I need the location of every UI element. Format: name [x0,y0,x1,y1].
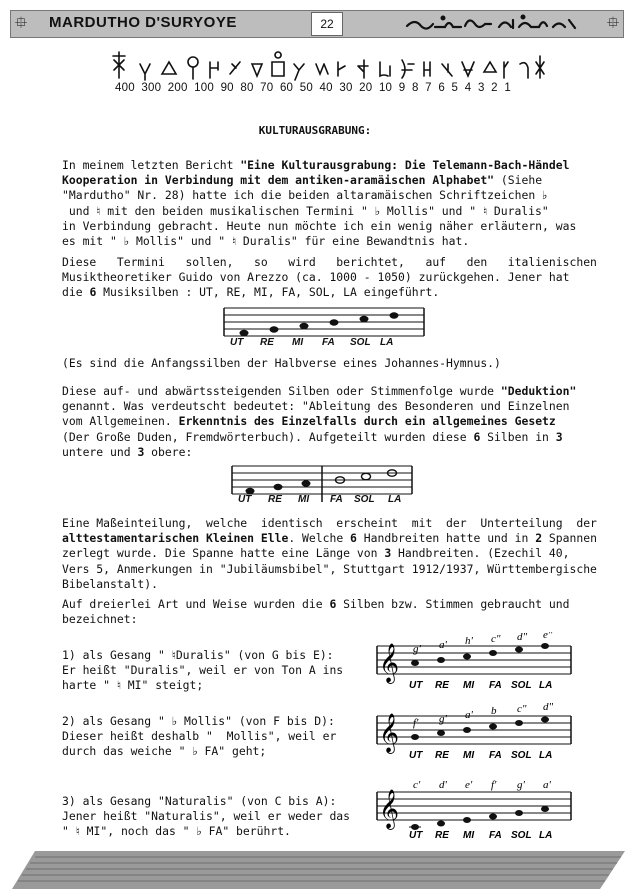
syllable: RE [435,830,449,840]
hexachord-staff [222,302,427,354]
numeral: 5 [451,82,459,94]
natural-icon: ♮ [116,678,121,693]
syllable: FA [330,494,343,505]
treble-staff-naturalis [375,778,575,844]
numeral: 9 [398,82,406,94]
syllable: UT [409,680,423,691]
syllable: FA [489,750,502,761]
syllable: UT [409,750,423,761]
syllable: SOL [511,680,532,691]
note-name: c" [517,703,527,715]
staff-graphic [375,778,575,840]
note-name: b [491,705,497,717]
note-name: d" [517,632,528,643]
syllable: LA [539,680,553,691]
footer-decoration [0,845,630,895]
syllable: UT [409,830,423,840]
ornament-right-icon: ⯐ [606,13,619,32]
flat-icon: ♭ [123,234,130,249]
section-heading: KULTURAUSGRABUNG: [258,124,372,137]
treble-clef-icon: 𝄞 [379,713,400,753]
syllable: RE [260,337,274,348]
syllable: SOL [354,494,375,505]
natural-icon: ♮ [75,824,80,839]
note-name: d' [439,779,447,791]
staff-graphic [375,702,575,764]
syllable: RE [435,750,449,761]
paragraph-deduktion: Diese auf- und abwärtssteigenden Silben oder Stimmenfolge wurde "Deduktion" genannt. Was verdeutscht bedeutet: "Ableitung des Besonderen und Einzelnen vom Allgemeinen. Erkenntnis des Einzelfalls durch ein allgemeines Gesetz (Der Große Duden, Fremdwörterbuch). Aufgeteilt wurden diese 6 Silben in 3 untere und 3 obere: [62,384,577,459]
numeral: 3 [477,82,485,94]
journal-title: MARDUTHO D'SURYOYE [49,14,237,31]
numeral: 400 [115,82,135,94]
flat-icon: ♭ [171,714,178,728]
ornament-left-icon: ⯐ [15,13,28,32]
note-name: e" [543,632,553,641]
syriac-title-logo [403,12,583,34]
gesang-mollis-text: 2) als Gesang " ♭ Mollis" (von F bis D): Dieser heißt deshalb " Mollis", weil er durch das weiche " ♭ FA" geht; [62,714,337,759]
paragraph-guido: Diese Termini sollen, so wird berichtet, auf den italienischen Musiktheoretiker Guido von Arezzo (ca. 1000 - 1050) zurückgehen. Jener hat die 6 Musiksilben : UT, RE, MI, FA, SOL, LA eingeführt. [62,255,597,300]
note-name: g' [413,643,421,655]
numeral: 100 [194,82,214,94]
numeral: 7 [425,82,432,94]
note-name: a' [543,779,551,791]
divided-hexachord-staff [230,462,415,510]
syllable: MI [463,830,475,840]
flat-icon: ♭ [542,188,548,203]
paragraph-elle: Eine Maßeinteilung, welche identisch erscheint mit der Unterteilung der alttestamentarischen Kleinen Elle. Welche 6 Handbreiten hatte und in 2 Spannen zerlegt wurde. Die Spanne hatte eine Länge von 3 Handbreiten. (Ezechil 40, Vers 5, Anmerkungen in "Jubiläumsbibel", Stuttgart 1912/1937, Württembergische Bibelanstalt). [62,516,597,591]
natural-icon: ♮ [482,203,488,218]
numeral: 70 [260,82,274,94]
numeral-row [115,82,514,94]
treble-staff-duralis [375,632,575,698]
syllable: UT [230,337,244,348]
syllable: MI [463,750,475,761]
numeral: 50 [299,82,313,94]
syllable: SOL [511,830,532,840]
treble-staff-mollis [375,702,575,768]
aramaic-alphabet-glyphs [108,50,548,86]
syllable: SOL [350,337,371,348]
natural-icon: ♮ [171,648,176,662]
numeral: 6 [438,82,445,94]
note-name: g' [439,713,447,725]
note-name: f' [413,717,419,729]
note-name: h' [465,635,473,647]
syllable: FA [489,680,502,691]
syllable: LA [380,337,394,348]
numeral: 4 [464,82,472,94]
syllable: SOL [511,750,532,761]
flat-icon: ♭ [196,824,202,839]
syllable: LA [388,494,402,505]
syllable: MI [298,494,310,505]
page-header [10,10,624,38]
gesang-duralis-text: 1) als Gesang " ♮Duralis" (von G bis E): Er heißt "Duralis", weil er von Ton A ins harte " ♮ MI" steigt; [62,648,344,693]
numeral: 2 [491,82,498,94]
note-name: e' [465,779,473,791]
syllable: LA [539,830,553,840]
paragraph-hymn-note: (Es sind die Anfangssilben der Halbverse eines Johannes-Hymnus.) [62,356,501,370]
paragraph-intro: In meinem letzten Bericht "Eine Kulturausgrabung: Die Telemann-Bach-Händel Kooperation in Verbindung mit dem antiken-aramäischen Alphabet" (Siehe "Mardutho" Nr. 28) hatte ich die beiden altaramäischen Schriftzeichen ♭ und ♮ mit den beiden musikalischen Termini " ♭ Mollis" und " ♮ Duralis" in Verbindung gebracht. Heute nun möchte ich ein wenig näher erläutern, was es mit " ♭ Mollis" und " ♮ Duralis" für eine Bewandtnis hat. [62,158,577,249]
numeral: 1 [504,82,511,94]
note-name: d" [543,702,554,713]
flat-icon: ♭ [374,203,381,218]
note-name: a' [439,639,447,651]
numeral: 60 [279,82,294,94]
numeral: 40 [319,82,333,94]
syllable: RE [268,494,282,505]
natural-icon: ♮ [231,234,237,249]
numeral: 30 [339,82,353,94]
paragraph-dreierlei: Auf dreierlei Art und Weise wurden die 6 Silben bzw. Stimmen gebraucht und bezeichnet: [62,597,570,627]
numeral: 300 [141,82,162,94]
note-name: a' [465,709,473,721]
syllable: LA [539,750,553,761]
syllable: RE [435,680,449,691]
note-name: g' [517,779,525,791]
syllable: MI [463,680,475,691]
syllable: FA [322,337,335,348]
syllable: MI [292,337,304,348]
natural-icon: ♮ [96,203,101,218]
page-number: 22 [311,12,343,36]
numeral: 10 [378,82,393,94]
staff-graphic [375,632,575,694]
numeral: 90 [220,82,234,94]
numeral: 8 [411,82,419,94]
flat-icon: ♭ [192,744,198,759]
treble-clef-icon: 𝄞 [379,789,400,829]
treble-clef-icon: 𝄞 [379,643,400,683]
gesang-naturalis-text: 3) als Gesang "Naturalis" (von C bis A): Jener heißt "Naturalis", weil er weder das " ♮ MI", noch das " ♭ FA" berührt. [62,794,351,839]
syllable: FA [489,830,502,840]
syllable: UT [238,494,252,505]
note-name: c" [491,633,501,645]
numeral: 20 [359,82,373,94]
note-name: c' [413,779,421,791]
numeral: 80 [240,82,254,94]
numeral: 200 [167,82,188,94]
note-name: f' [491,779,497,791]
